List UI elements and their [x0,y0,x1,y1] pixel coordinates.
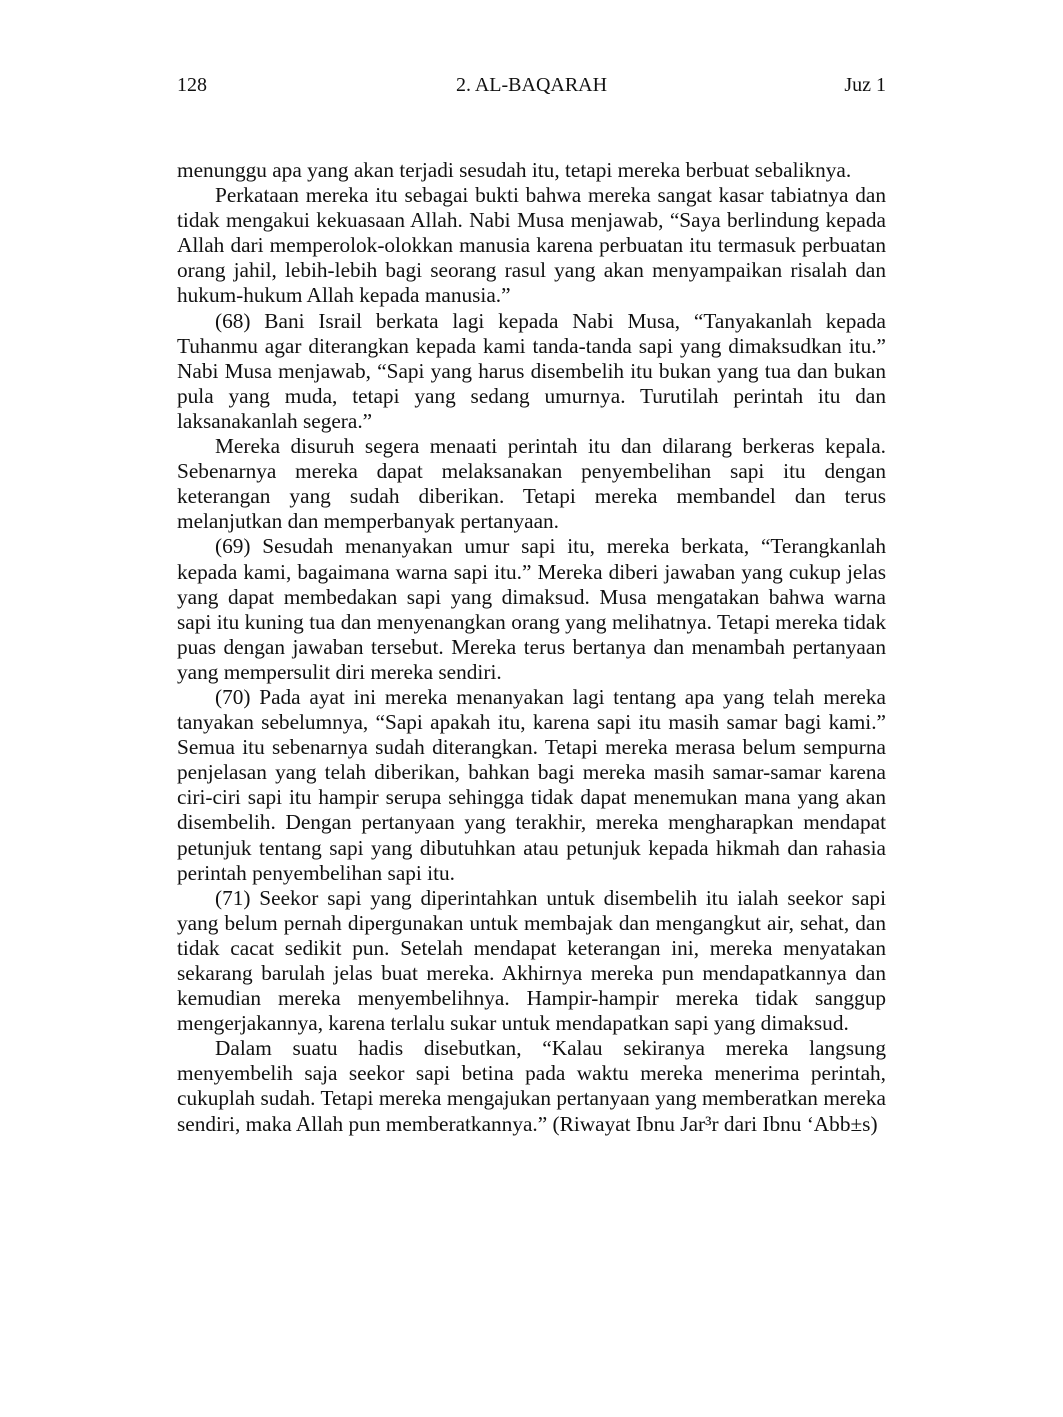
paragraph: Mereka disuruh segera menaati perintah itu dan dilarang berkeras kepala. Sebenarnya mereka dapat melaksanakan penyembelihan sapi itu dengan keterangan yang sudah diberikan. Tetapi mereka membandel dan terus melanjutkan dan memperbanyak pertanyaan. [177,434,886,534]
paragraph-verse-69: (69) Sesudah menanyakan umur sapi itu, mereka berkata, “Terangkanlah kepada kami, bagaimana warna sapi itu.” Mereka diberi jawaban yang cukup jelas yang dapat membedakan sapi yang dimaksud. Musa mengatakan bahwa warna sapi itu kuning tua dan menyenangkan orang yang melihatnya. Tetapi mereka tidak puas dengan jawaban tersebut. Mereka terus bertanya dan menambah pertanyaan yang mempersulit diri mereka sendiri. [177,534,886,684]
paragraph-continuation: menunggu apa yang akan terjadi sesudah itu, tetapi mereka berbuat sebaliknya. [177,158,852,182]
body-text [177,158,886,1137]
juz-label: Juz 1 [844,74,886,96]
paragraph-verse-70: (70) Pada ayat ini mereka menanyakan lagi tentang apa yang telah mereka tanyakan sebelumnya, “Sapi apakah itu, karena sapi itu masih samar bagi kami.” Semua itu sebenarnya sudah diterangkan. Tetapi mereka merasa belum sempurna penjelasan yang telah diberikan, bahkan bagi mereka masih samar-samar karena ciri-ciri sapi itu hampir serupa sehingga tidak dapat menemukan mana yang akan disembelih. Dengan pertanyaan yang terakhir, mereka mengharapkan mendapat petunjuk tentang sapi yang dibutuhkan atau petunjuk kepada hikmah dan rahasia perintah penyembelihan sapi itu. [177,684,886,885]
paragraph-verse-71: (71) Seekor sapi yang diperintahkan untuk disembelih itu ialah seekor sapi yang belum pernah dipergunakan untuk membajak dan mengangkut air, sehat, dan tidak cacat sedikit pun. Setelah mendapat keterangan ini, mereka menyatakan sekarang barulah jelas buat mereka. Akhirnya mereka pun mendapatkannya dan kemudian mereka menyembelihnya. Hampir-hampir mereka tidak sanggup mengerjakannya, karena terlalu sukar untuk mendapatkan sapi yang dimaksud. [177,885,886,1036]
page-number: 128 [177,74,207,96]
paragraph-hadith: Dalam suatu hadis disebutkan, “Kalau sekiranya mereka langsung menyembelih saja seekor sapi betina pada waktu mereka menerima perintah, cukuplah sudah. Tetapi mereka mengajukan pertanyaan yang memberatkan mereka sendiri, maka Allah pun memberatkannya.” (Riwayat Ibnu Jar³r dari Ibnu ‘Abb±s) [177,1036,886,1136]
paragraph-verse-68: (68) Bani Israil berkata lagi kepada Nabi Musa, “Tanyakanlah kepada Tuhanmu agar diterangkan kepada kami tanda-tanda sapi yang dimaksudkan itu.” Nabi Musa menjawab, “Sapi yang harus disembelih itu bukan yang tua dan bukan pula yang muda, tetapi yang sedang umurnya. Turutilah perintah itu dan laksanakanlah segera.” [177,308,886,433]
paragraph: Perkataan mereka itu sebagai bukti bahwa mereka sangat kasar tabiatnya dan tidak mengakui kekuasaan Allah. Nabi Musa menjawab, “Saya berlindung kepada Allah dari memperolok-olokkan manusia karena perbuatan itu termasuk perbuatan orang jahil, lebih-lebih bagi seorang rasul yang akan menyampaikan risalah dan hukum-hukum Allah kepada manusia.” [177,183,886,308]
page-header [177,72,886,102]
chapter-title: 2. AL-BAQARAH [455,74,608,96]
